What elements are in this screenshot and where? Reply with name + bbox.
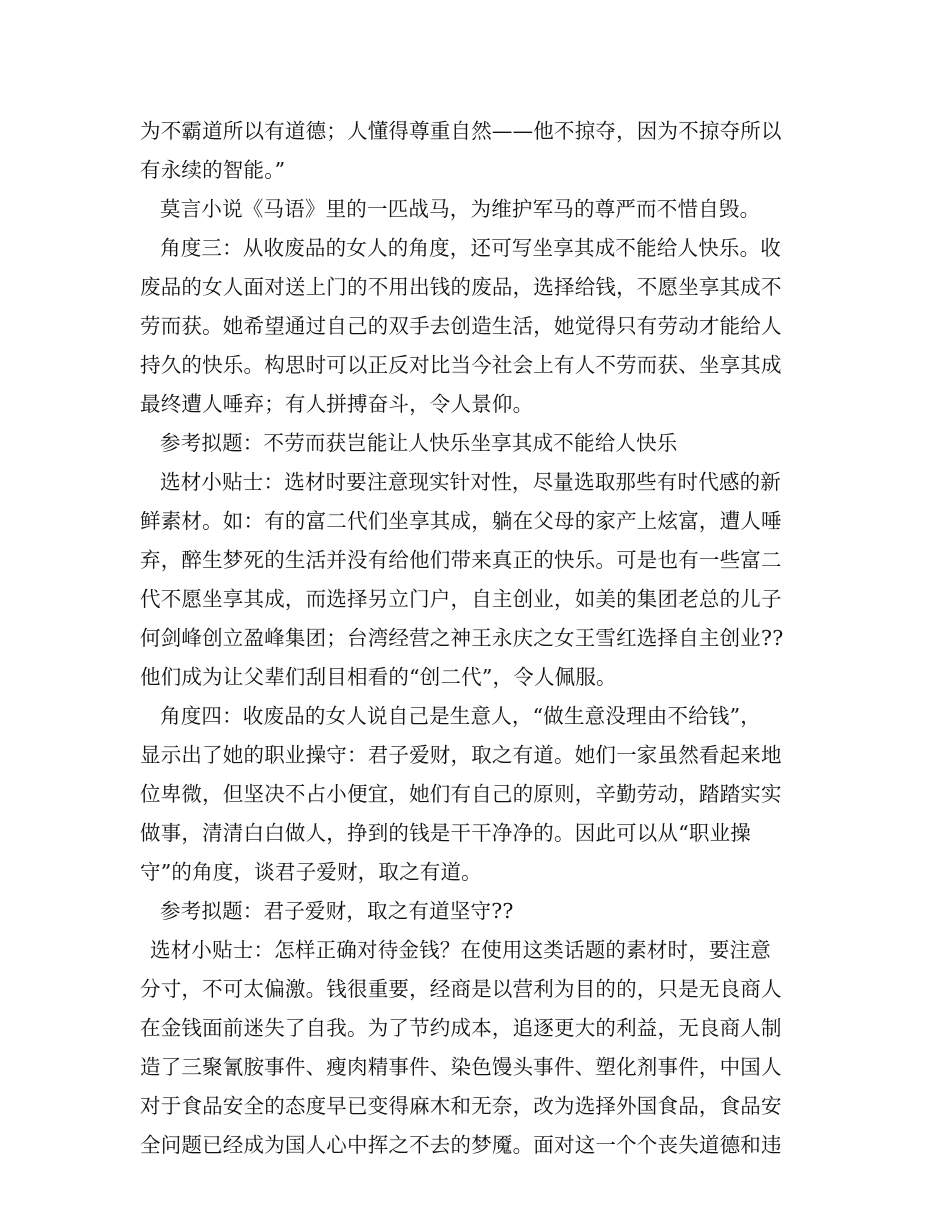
text-line: 参考拟题：君子爱财，取之有道坚守?? <box>160 899 514 923</box>
text-line: 最终遭人唾弃；有人拼搏奋斗，令人景仰。 <box>140 392 534 416</box>
body-text <box>140 112 812 1165</box>
text-line: 他们成为让父辈们刮目相看的“创二代”，令人佩服。 <box>140 665 617 689</box>
text-line: 选材小贴士：选材时要注意现实针对性，尽量选取那些有时代感的新 <box>160 470 781 494</box>
text-line: 显示出了她的职业操守：君子爱财，取之有道。她们一家虽然看起来地 <box>140 743 782 767</box>
text-line: 位卑微，但坚决不占小便宜，她们有自己的原则，辛勤劳动，踏踏实实 <box>140 782 782 806</box>
text-line: 持久的快乐。构思时可以正反对比当今社会上有人不劳而获、坐享其成 <box>140 353 782 377</box>
text-line: 代不愿坐享其成，而选择另立门户，自主创业，如美的集团老总的儿子 <box>140 587 782 611</box>
text-line: 对于食品安全的态度早已变得麻木和无奈，改为选择外国食品，食品安 <box>140 1094 782 1118</box>
text-line: 造了三聚氰胺事件、瘦肉精事件、染色馒头事件、塑化剂事件，中国人 <box>140 1055 782 1079</box>
text-line: 劳而获。她希望通过自己的双手去创造生活，她觉得只有劳动才能给人 <box>140 314 782 338</box>
text-line: 废品的女人面对送上门的不用出钱的废品，选择给钱，不愿坐享其成不 <box>140 275 782 299</box>
text-line: 有永续的智能。” <box>140 158 286 182</box>
text-line: 参考拟题：不劳而获岂能让人快乐坐享其成不能给人快乐 <box>160 431 678 455</box>
text-line: 鲜素材。如：有的富二代们坐享其成，躺在父母的家产上炫富，遭人唾 <box>140 509 782 533</box>
text-line: 何剑峰创立盈峰集团；台湾经营之神王永庆之女王雪红选择自主创业?? <box>140 626 784 650</box>
text-line: 莫言小说《马语》里的一匹战马，为维护军马的尊严而不惜自毁。 <box>160 197 761 221</box>
text-line: 做事，清清白白做人，挣到的钱是干干净净的。因此可以从“职业操 <box>140 821 751 845</box>
text-line: 选材小贴士：怎样正确对待金钱？在使用这类话题的素材时，要注意 <box>150 938 771 962</box>
text-line: 角度三：从收废品的女人的角度，还可写坐享其成不能给人快乐。收 <box>160 236 781 260</box>
text-line: 全问题已经成为国人心中挥之不去的梦魇。面对这一个个丧失道德和违 <box>140 1133 782 1157</box>
text-line: 角度四：收废品的女人说自己是生意人，“做生意没理由不给钱”， <box>160 704 761 728</box>
text-line: 在金钱面前迷失了自我。为了节约成本，追逐更大的利益，无良商人制 <box>140 1016 782 1040</box>
text-line: 分寸，不可太偏激。钱很重要，经商是以营利为目的的，只是无良商人 <box>140 977 782 1001</box>
text-line: 为不霸道所以有道德；人懂得尊重自然——他不掠夺，因为不掠夺所以 <box>140 119 782 143</box>
text-line: 弃，醉生梦死的生活并没有给他们带来真正的快乐。可是也有一些富二 <box>140 548 782 572</box>
text-line: 守”的角度，谈君子爱财，取之有道。 <box>140 860 482 884</box>
